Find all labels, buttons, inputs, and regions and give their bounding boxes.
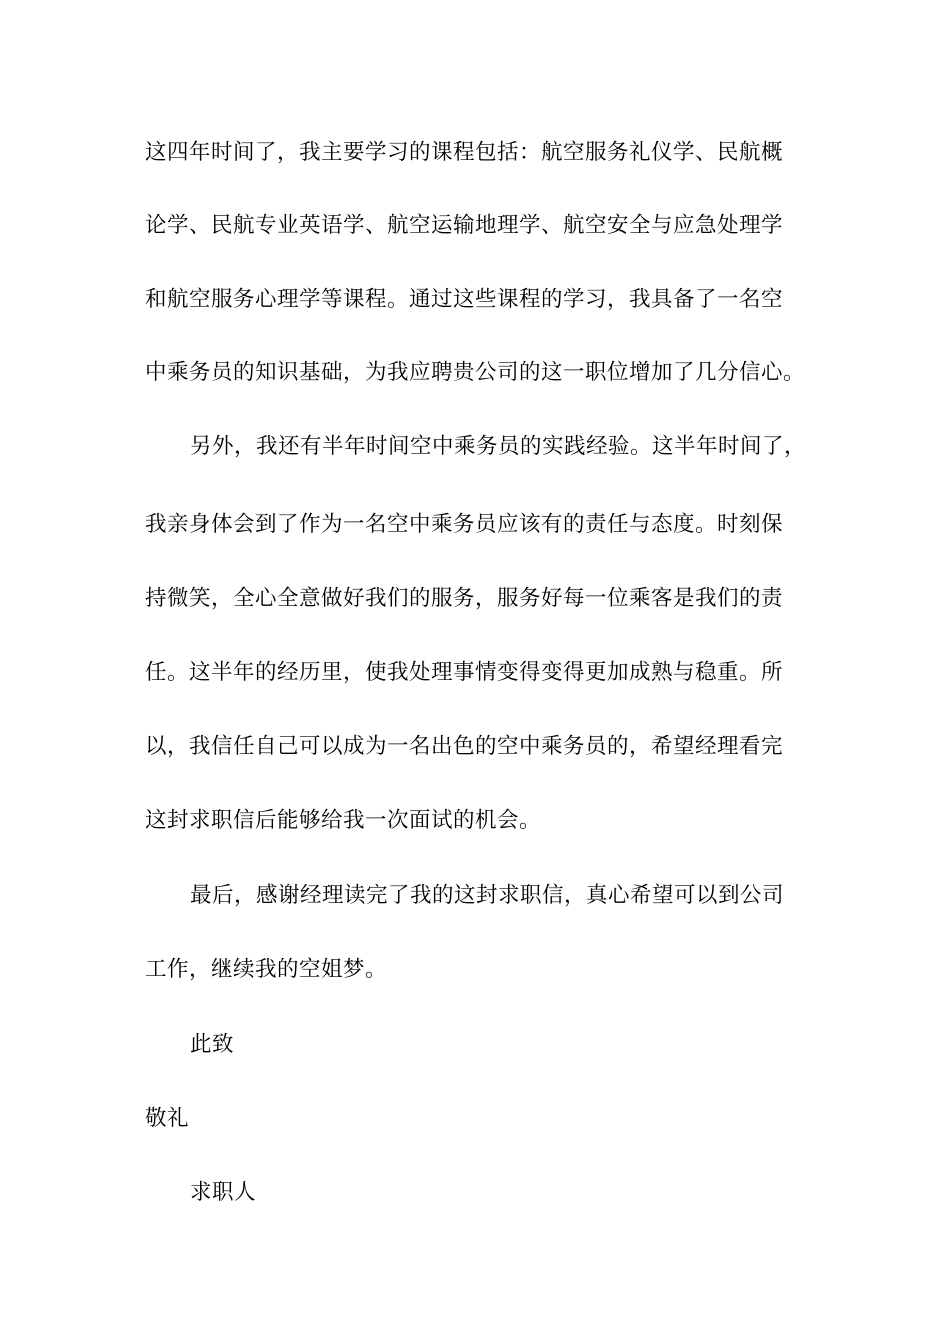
body-line-3: 和航空服务心理学等课程。通过这些课程的学习，我具备了一名空	[145, 287, 784, 312]
closing-salutation: 此致	[190, 1032, 235, 1057]
signature-label: 求职人	[190, 1180, 257, 1205]
body-line-7: 持微笑，全心全意做好我们的服务，服务好每一位乘客是我们的责	[145, 586, 784, 611]
body-line-6: 我亲身体会到了作为一名空中乘务员应该有的责任与态度。时刻保	[145, 512, 784, 537]
body-line-1: 这四年时间了，我主要学习的课程包括：航空服务礼仪学、民航概	[145, 140, 784, 165]
body-line-10: 这封求职信后能够给我一次面试的机会。	[145, 808, 542, 833]
body-line-8: 任。这半年的经历里，使我处理事情变得变得更加成熟与稳重。所	[145, 660, 784, 685]
body-line-12: 工作，继续我的空姐梦。	[145, 957, 388, 982]
closing-regards: 敬礼	[145, 1106, 190, 1131]
body-line-4: 中乘务员的知识基础，为我应聘贵公司的这一职位增加了几分信心。	[145, 360, 806, 385]
body-line-11: 最后，感谢经理读完了我的这封求职信，真心希望可以到公司	[190, 883, 785, 908]
body-line-5: 另外，我还有半年时间空中乘务员的实践经验。这半年时间了，	[190, 434, 807, 459]
body-line-2: 论学、民航专业英语学、航空运输地理学、航空安全与应急处理学	[145, 213, 784, 238]
body-line-9: 以，我信任自己可以成为一名出色的空中乘务员的，希望经理看完	[145, 734, 784, 759]
